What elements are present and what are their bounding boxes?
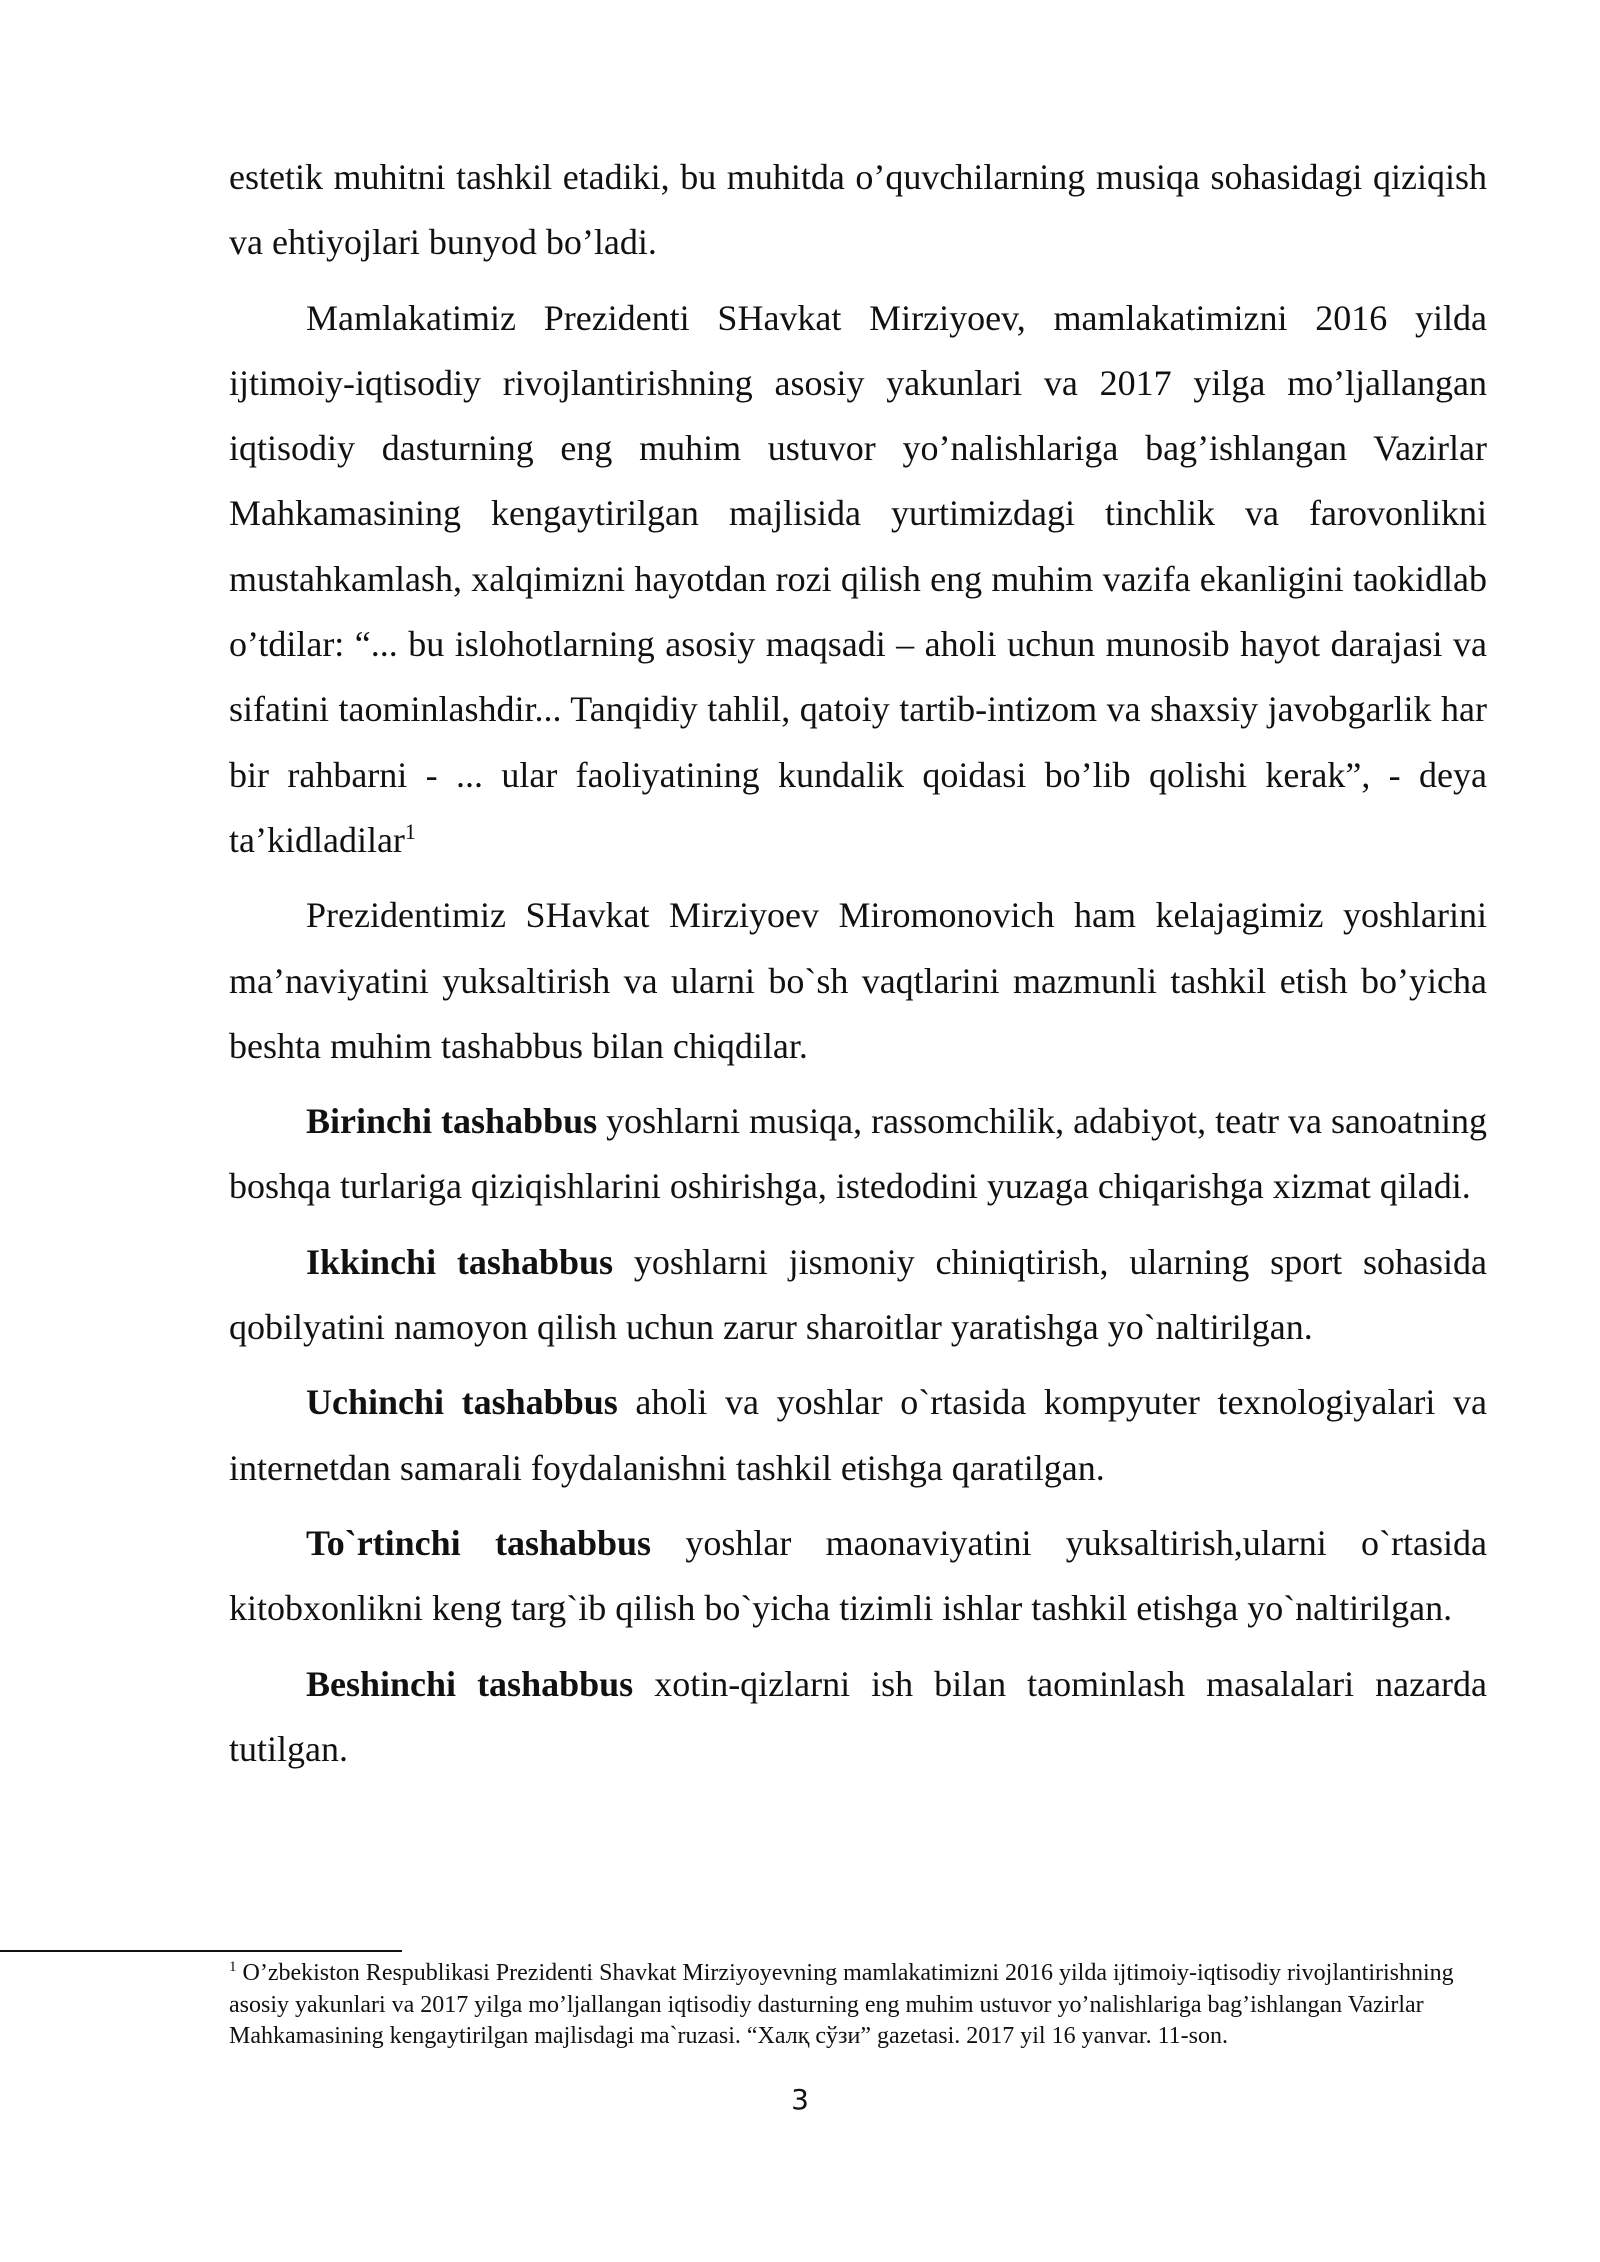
paragraph-president-quote <box>229 286 1487 874</box>
paragraph-continuation: estetik muhitni tashkil etadiki, bu muhitda o’quvchilarning musiqa sohasidagi qiziqish va ehtiyojlari bunyod bo’ladi. <box>229 157 1487 263</box>
initiative-title: Uchinchi tashabbus <box>306 1382 618 1423</box>
paragraph-president-quote-text: Mamlakatimiz Prezidenti SHavkat Mirziyoev, mamlakatimizni 2016 yilda ijtimoiy-iqtisodiy rivojlantirishning asosiy yakunlari va 2017 yilga mo’ljallangan iqtisodiy dasturning eng muhim ustuvor yo’nalishlariga bag’ishlangan Vazirlar Mahkamasining kengaytirilgan majlisida yurtimizdagi tinchlik va farovonlikni mustahkamlash, xalqimizni hayotdan rozi qilish eng muhim vazifa ekanligini taokidlab o’tdilar: “... bu islohotlarning asosiy maqsadi – aholi uchun munosib hayot darajasi va sifatini taominlashdir... Tanqidiy tahlil, qatoiy tartib-intizom va shaxsiy javobgarlik har bir rahbarni - ... ular faoliyatining kundalik qoidasi bo’lib qolishi kerak”, - deya ta’kidladilar <box>229 297 1487 860</box>
initiative-text: yoshlar maonaviyatini yuksaltirish,ularni o`rtasida kitobxonlikni keng targ`ib qilish bo`yicha tizimli ishlar tashkil etishga yo`naltirilgan. <box>229 1522 1487 1629</box>
footnote <box>229 1958 1487 2053</box>
paragraph-initiative-4 <box>229 1511 1487 1642</box>
paragraph-five-initiatives-intro: Prezidentimiz SHavkat Mirziyoev Miromonovich ham kelajagimiz yoshlarini ma’naviyatini yuksaltirish va ularni bo`sh vaqtlarini mazmunli tashkil etish bo’yicha beshta muhim tashabbus bilan chiqdilar. <box>229 895 1487 1066</box>
initiative-title: To`rtinchi tashabbus <box>306 1522 652 1563</box>
footnote-text: O’zbekiston Respublikasi Prezidenti Shavkat Mirziyoyevning mamlakatimizni 2016 yilda ijtimoiy-iqtisodiy rivojlantirishning asosiy yakunlari va 2017 yilga mo’ljallangan iqtisodiy dasturning eng muhim ustuvor yo’nalishlariga bag’ishlangan Vazirlar Mahkamasining kengaytirilgan majlisdagi ma`ruzasi. “Халқ сўзи” gazetasi. 2017 yil 16 yanvar. 11-son. <box>229 1960 1454 2049</box>
footnote-separator <box>0 1950 402 1952</box>
initiative-title: Ikkinchi tashabbus <box>306 1241 614 1282</box>
paragraph-initiative-5 <box>229 1652 1487 1783</box>
initiative-text: yoshlarni musiqa, rassomchilik, adabiyot, teatr va sanoatning boshqa turlariga qiziqishlarini oshirishga, istedodini yuzaga chiqarishga xizmat qiladi. <box>229 1101 1487 1207</box>
initiative-title: Beshinchi tashabbus <box>306 1663 634 1704</box>
body-text <box>229 145 1487 1782</box>
paragraph-initiative-3 <box>229 1370 1487 1501</box>
initiative-title: Birinchi tashabbus <box>306 1101 598 1142</box>
page-number: 3 <box>791 2083 809 2116</box>
initiative-text: xotin-qizlarni ish bilan taominlash masalalari nazarda tutilgan. <box>229 1663 1488 1769</box>
paragraph-initiative-2 <box>229 1230 1487 1361</box>
initiative-text: yoshlarni jismoniy chiniqtirish, ularning sport sohasida qobilyatini namoyon qilish uchun zarur sharoitlar yaratishga yo`naltirilgan. <box>229 1241 1487 1348</box>
paragraph-initiative-1 <box>229 1089 1487 1220</box>
footnote-reference[interactable]: 1 <box>404 818 416 844</box>
footnote-mark: 1 <box>229 1959 237 1975</box>
initiative-text: aholi va yoshlar o`rtasida kompyuter texnologiyalari va internetdan samarali foydalanishni tashkil etishga qaratilgan. <box>229 1382 1487 1488</box>
